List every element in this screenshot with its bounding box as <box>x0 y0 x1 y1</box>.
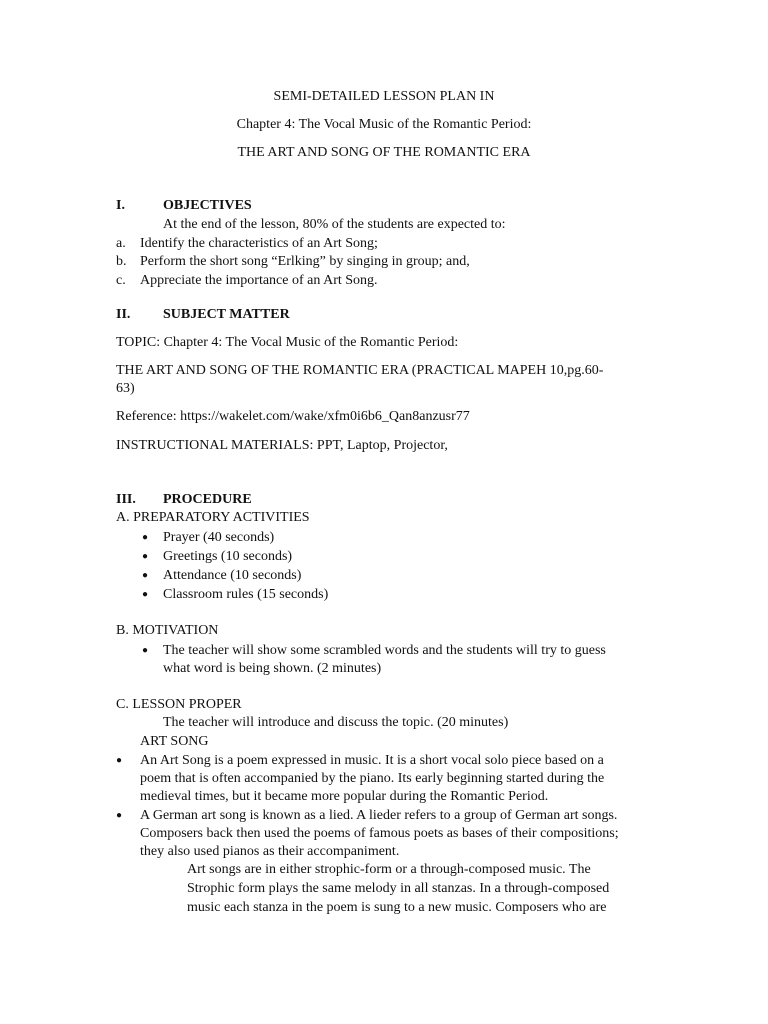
lesson-proper-heading: C. LESSON PROPER <box>116 697 242 712</box>
motivation-text: The teacher will show some scrambled words and the students will try to guess <box>163 643 606 658</box>
art-song-text: An Art Song is a poem expressed in music. It is a short vocal solo piece based on a <box>140 753 604 768</box>
bullet-icon: ● <box>142 532 149 543</box>
objectives-numeral: I. <box>116 198 125 213</box>
art-song-forms-text: Strophic form plays the same melody in all stanzas. In a through-composed <box>187 881 610 896</box>
title-line-1: SEMI-DETAILED LESSON PLAN IN <box>273 89 495 104</box>
objective-item: Appreciate the importance of an Art Song. <box>140 273 378 288</box>
art-song-subheading: ART SONG <box>140 734 209 749</box>
bullet-icon: ● <box>142 589 149 600</box>
bullet-icon: ● <box>142 551 149 562</box>
lied-text: Composers back then used the poems of famous poets as bases of their compositions; <box>140 826 619 841</box>
art-song-forms-text: Art songs are in either strophic-form or a through-composed music. The <box>187 862 591 877</box>
art-song-text: poem that is often accompanied by the piano. Its early beginning started during the <box>140 771 605 786</box>
lied-text: they also used pianos as their accompaniment. <box>140 844 400 859</box>
objective-item: Identify the characteristics of an Art Song; <box>140 236 378 251</box>
objectives-heading: OBJECTIVES <box>163 198 252 213</box>
title-line-3: THE ART AND SONG OF THE ROMANTIC ERA <box>237 145 531 160</box>
objective-item: Perform the short song “Erlking” by singing in group; and, <box>140 254 470 269</box>
objectives-intro: At the end of the lesson, 80% of the students are expected to: <box>163 217 506 232</box>
topic-line: TOPIC: Chapter 4: The Vocal Music of the Romantic Period: <box>116 335 459 350</box>
objective-marker: c. <box>116 273 126 288</box>
materials-line: INSTRUCTIONAL MATERIALS: PPT, Laptop, Projector, <box>116 438 448 453</box>
procedure-heading: PROCEDURE <box>163 492 252 507</box>
topic-title-line: 63) <box>116 381 135 396</box>
objective-marker: b. <box>116 254 127 269</box>
motivation-text: what word is being shown. (2 minutes) <box>163 661 382 676</box>
title-line-2: Chapter 4: The Vocal Music of the Romantic Period: <box>236 117 532 132</box>
bullet-icon: ● <box>116 810 123 821</box>
bullet-icon: ● <box>142 570 149 581</box>
bullet-icon: ● <box>116 755 123 766</box>
preparatory-item: Attendance (10 seconds) <box>163 568 302 583</box>
reference-line: Reference: https://wakelet.com/wake/xfm0i6b6_Qan8anzusr77 <box>116 409 470 424</box>
art-song-text: medieval times, but it became more popular during the Romantic Period. <box>140 789 549 804</box>
preparatory-item: Prayer (40 seconds) <box>163 530 275 545</box>
lied-text: A German art song is known as a lied. A lieder refers to a group of German art songs. <box>140 808 618 823</box>
subject-matter-heading: SUBJECT MATTER <box>163 307 290 322</box>
preparatory-heading: A. PREPARATORY ACTIVITIES <box>116 510 310 525</box>
preparatory-item: Classroom rules (15 seconds) <box>163 587 329 602</box>
procedure-numeral: III. <box>116 492 136 507</box>
objective-marker: a. <box>116 236 126 251</box>
bullet-icon: ● <box>142 645 149 656</box>
topic-title-line: THE ART AND SONG OF THE ROMANTIC ERA (PRACTICAL MAPEH 10,pg.60- <box>116 363 604 378</box>
preparatory-item: Greetings (10 seconds) <box>163 549 293 564</box>
motivation-heading: B. MOTIVATION <box>116 623 219 638</box>
lesson-proper-intro: The teacher will introduce and discuss the topic. (20 minutes) <box>163 715 509 730</box>
subject-matter-numeral: II. <box>116 307 131 322</box>
art-song-forms-text: music each stanza in the poem is sung to a new music. Composers who are <box>187 900 607 915</box>
